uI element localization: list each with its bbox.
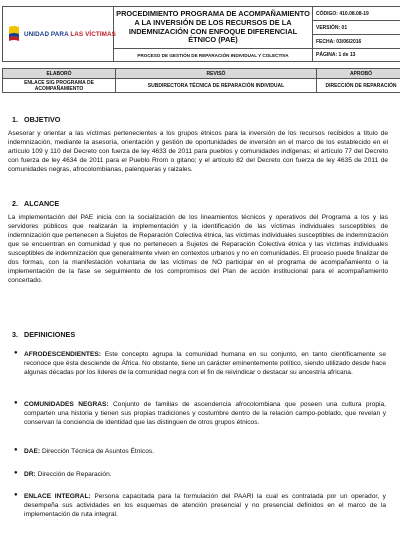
definition-item (24, 470, 386, 479)
document-title: PROCEDIMIENTO PROGRAMA DE ACOMPAÑAMIENTO A LA INVERSIÓN DE LOS RECURSOS DE LA INDEMNIZACIÓN CON ENFOQUE DIFERENCIAL ÉTNICO (PAE) (114, 7, 313, 49)
section-definiciones-heading (12, 330, 75, 339)
unidad-victimas-logo (3, 7, 116, 61)
bullet-icon: ● (14, 350, 18, 356)
section-number: 2. (12, 199, 18, 208)
elaboro-value: ENLACE SIG PROGRAMA DE ACOMPAÑAMIENTO (3, 79, 116, 93)
definition-text: Persona capacitada para la formulación del PAARI la cual es contratada por un operador, y desempeña sus actividades en los esquemas de atención presencial y no presencial definidos en el marco de la implementación de ruta integral. (24, 493, 386, 518)
definition-text: Conjunto de familias de ascendencia afrocolombiana que poseen una cultura propia, comparten una historia y tienen sus propias tradiciones y costumbre dentro de la relación campo-poblado, que revelan y conservan la conciencia de identidad que las distinguen de otros grupos étnicos. (24, 401, 387, 426)
document-header (2, 6, 400, 62)
definition-term: DAE: (24, 448, 41, 455)
section-title: OBJETIVO (24, 115, 61, 124)
definition-text: Este concepto agrupa la comunidad humana en su conjunto, en tanto científicamente se reconoce que ésta desciende de África. No obstante, tiene un carácter eminentemente político, siendo utilizado desde hace algunas décadas por los líderes de la comunidad negra con el fin de reivindicar o destacar su ancestría africana. (24, 351, 386, 376)
definition-term: COMUNIDADES NEGRAS: (24, 401, 109, 408)
section-alcance-heading (12, 199, 59, 208)
bullet-icon: ● (14, 470, 18, 476)
fecha: FECHA: 03/06/2016 (313, 35, 400, 49)
definition-item (24, 447, 386, 456)
colombia-flag-icon (7, 25, 21, 43)
section-objetivo-heading (12, 115, 60, 124)
elaboro-header: ELABORÓ (3, 69, 116, 79)
section-number: 3. (12, 330, 18, 339)
definition-item (24, 350, 386, 377)
pagina: PÁGINA: 1 de 13 (313, 49, 400, 62)
definition-item (24, 492, 386, 519)
aprobo-value: DIRECCIÓN DE REPARACIÓN (317, 79, 400, 93)
section-number: 1. (12, 115, 18, 124)
signature-table (2, 68, 400, 93)
logo-cell (3, 7, 114, 62)
definition-term: DR: (24, 471, 36, 478)
bullet-icon: ● (14, 400, 18, 406)
reviso-header: REVISÓ (116, 69, 317, 79)
aprobo-header: APROBÓ (317, 69, 400, 79)
bullet-icon: ● (14, 492, 18, 498)
objetivo-paragraph: Asesorar y orientar a las víctimas pertenecientes a los grupos étnicos para la inversión de los recursos recibidos a título de indemnización, mediante la asesoría, orientación y gestión de oportunidades de inversión en el marco de los establecido en el artículo 109 y 110 del Decreto con fuerza de ley 4633 de 2011 para pueblos y comunidades indígenas; el artículo 77 del Decreto con fuerza de ley 4634 de 2011 para el Pueblo Rrom o gitano; y el artículo 82 del Decreto con fuerza de ley 4635 de 2011 de comunidades negras, afrocolombianas, palenqueras y raizales. (8, 130, 388, 173)
logo-text-a: UNIDAD PARA (24, 30, 71, 38)
section-title: ALCANCE (24, 199, 60, 208)
definition-term: ENLACE INTEGRAL: (24, 493, 91, 500)
definition-item (24, 400, 386, 427)
process-name: PROCESO DE GESTIÓN DE REPARACIÓN INDIVIDUAL Y COLECTIVA (114, 49, 313, 62)
definition-text: Dirección Técnica de Asuntos Étnicos. (40, 448, 154, 455)
bullet-icon: ● (14, 447, 18, 453)
logo-text-b: LAS VÍCTIMAS (70, 30, 116, 38)
definition-term: AFRODESCENDIENTES: (24, 351, 101, 358)
version: VERSIÓN: 01 (313, 21, 400, 35)
codigo: CÓDIGO: 410.08.08-19 (313, 7, 400, 21)
section-title: DEFINICIONES (24, 330, 76, 339)
reviso-value: SUBDIRECTORA TÉCNICA DE REPARACIÓN INDIVIDUAL (116, 79, 317, 93)
alcance-paragraph: La implementación del PAE inicia con la socialización de los lineamientos técnicos y operativos del Programa a los y las servidores públicos que realizarán la implementación y la identificación de las víctimas individuales susceptibles de indemnización que pertenecen a Sujetos de Reparación Colectiva étnica, las víctimas individuales susceptibles de indemnización que se encuentran en comunidad y que no pertenecen a Sujetos de Reparación Colectiva étnica y las víctimas individuales susceptibles de indemnización que generalmente viven en contextos urbanos y no en comunidades. El proceso puede finalizar de dos formas, con la manifestación voluntaria de las víctimas de NO participar en el programa de acompañamiento o la implementación de la fase se seguimiento de los compromisos del Plan de acción institucional para el acompañamiento concertado. (8, 214, 388, 284)
definition-text: Dirección de Reparación. (35, 471, 112, 478)
